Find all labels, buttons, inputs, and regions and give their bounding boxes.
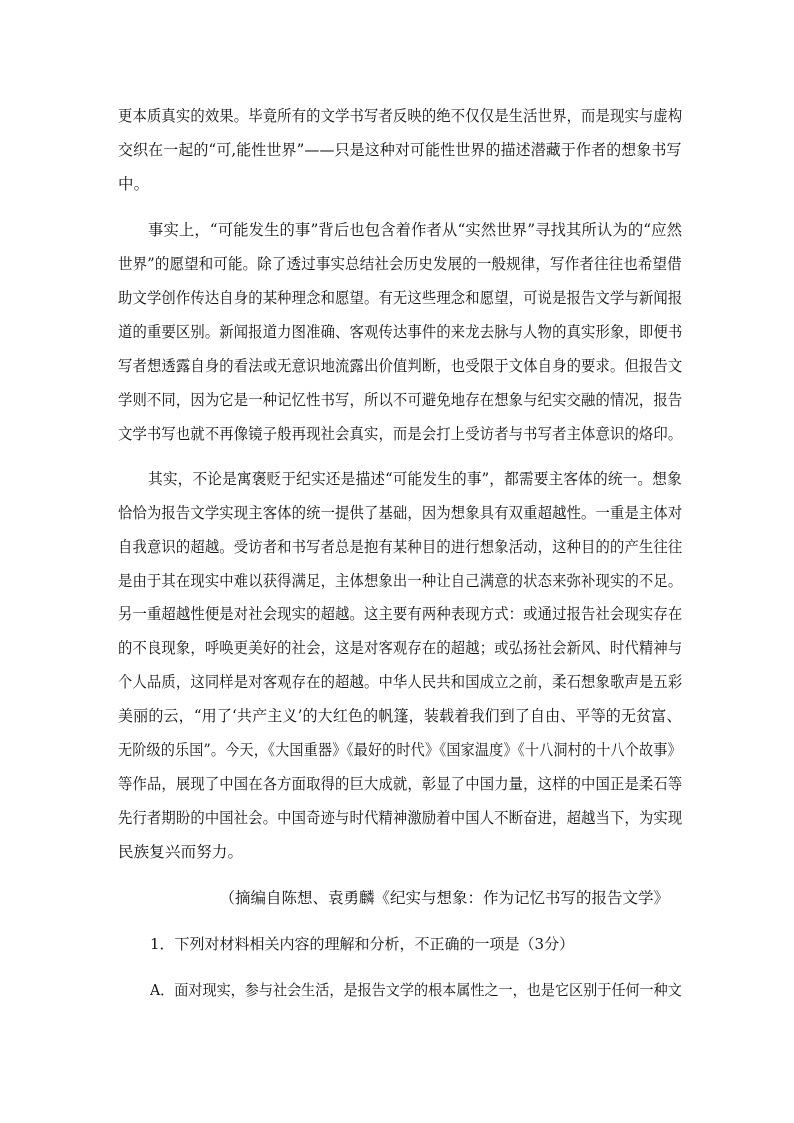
paragraph-line: 文学书写也就不再像镜子般再现社会真实，而是会打上受访者与书写者主体意识的烙印。 xyxy=(118,425,683,443)
paragraph-line: 学则不同，因为它是一种记忆性书写，所以不可避免地存在想象与纪实交融的情况，报告 xyxy=(118,391,683,409)
paragraph-line: 事实上，“可能发生的事”背后也包含着作者从“实然世界”寻找其所认为的“应然 xyxy=(148,221,683,239)
paragraph-line: 另一重超越性便是对社会现实的超越。这主要有两种表现方式：或通过报告社会现实存在 xyxy=(118,605,683,623)
paragraph-line: 世界”的愿望和可能。除了透过事实总结社会历史发展的一般规律，写作者往往也希望借 xyxy=(118,255,682,273)
paragraph-line: 自我意识的超越。受访者和书写者总是抱有某种目的进行想象活动，这种目的的产生往往 xyxy=(118,538,683,556)
paragraph-line: 先行者期盼的中国社会。中国奇迹与时代精神激励着中国人不断奋进，超越当下，为实现 xyxy=(118,809,683,827)
paragraph-line: 是由于其在现实中难以获得满足，主体想象出一种让自己满意的状态来弥补现实的不足。 xyxy=(118,572,683,590)
paragraph-line: 助文学创作传达自身的某种理念和愿望。有无这些理念和愿望，可说是报告文学与新闻报 xyxy=(118,289,683,307)
question-stem: 1．下列对材料相关内容的理解和分析，不正确的一项是（3分） xyxy=(150,935,575,953)
paragraph-line: 写者想透露自身的看法或无意识地流露出价值判断，也受限于文体自身的要求。但报告文 xyxy=(118,357,683,375)
paragraph-line: 道的重要区别。新闻报道力图准确、客观传达事件的来龙去脉与人物的真实形象，即便书 xyxy=(118,323,683,341)
paragraph-line: 个人品质，这同样是对客观存在的超越。中华人民共和国成立之前，柔石想象歌声是五彩 xyxy=(118,673,683,691)
paragraph-line: 其实，不论是寓褒贬于纪实还是描述“可能发生的事”，都需要主客体的统一。想象 xyxy=(148,470,682,488)
paragraph-line: 交织在一起的“可,能性世界”——只是这种对可能性世界的描述潜藏于作者的想象书写 xyxy=(118,141,682,159)
paragraph-line: 等作品，展现了中国在各方面取得的巨大成就，彰显了中国力量，这样的中国正是柔石等 xyxy=(118,775,683,793)
paragraph-line: 的不良现象，呼唤更美好的社会，这是对客观存在的超越；或弘扬社会新风、时代精神与 xyxy=(118,639,683,657)
paragraph-line: 恰恰为报告文学实现主客体的统一提供了基础，因为想象具有双重超越性。一重是主体对 xyxy=(118,504,683,522)
paragraph-line: 无阶级的乐国”。今天，《大国重器》《最好的时代》《国家温度》《十八洞村的十八个故事》 xyxy=(118,741,682,759)
question-option-a: A．面对现实，参与社会生活，是报告文学的根本属性之一，也是它区别于任何一种文 xyxy=(150,981,682,999)
paragraph-line: 中。 xyxy=(118,175,150,193)
source-citation: （摘编自陈想、袁勇麟《纪实与想象：作为记忆书写的报告文学》 xyxy=(219,889,669,907)
paragraph-line: 美丽的云，“用了‘共产主义’的大红色的帆篷，装载着我们到了自由、平等的无贫富、 xyxy=(118,707,682,725)
paragraph-line: 更本质真实的效果。毕竟所有的文学书写者反映的绝不仅仅是生活世界，而是现实与虚构 xyxy=(118,107,683,125)
paragraph-line: 民族复兴而努力。 xyxy=(118,843,244,861)
